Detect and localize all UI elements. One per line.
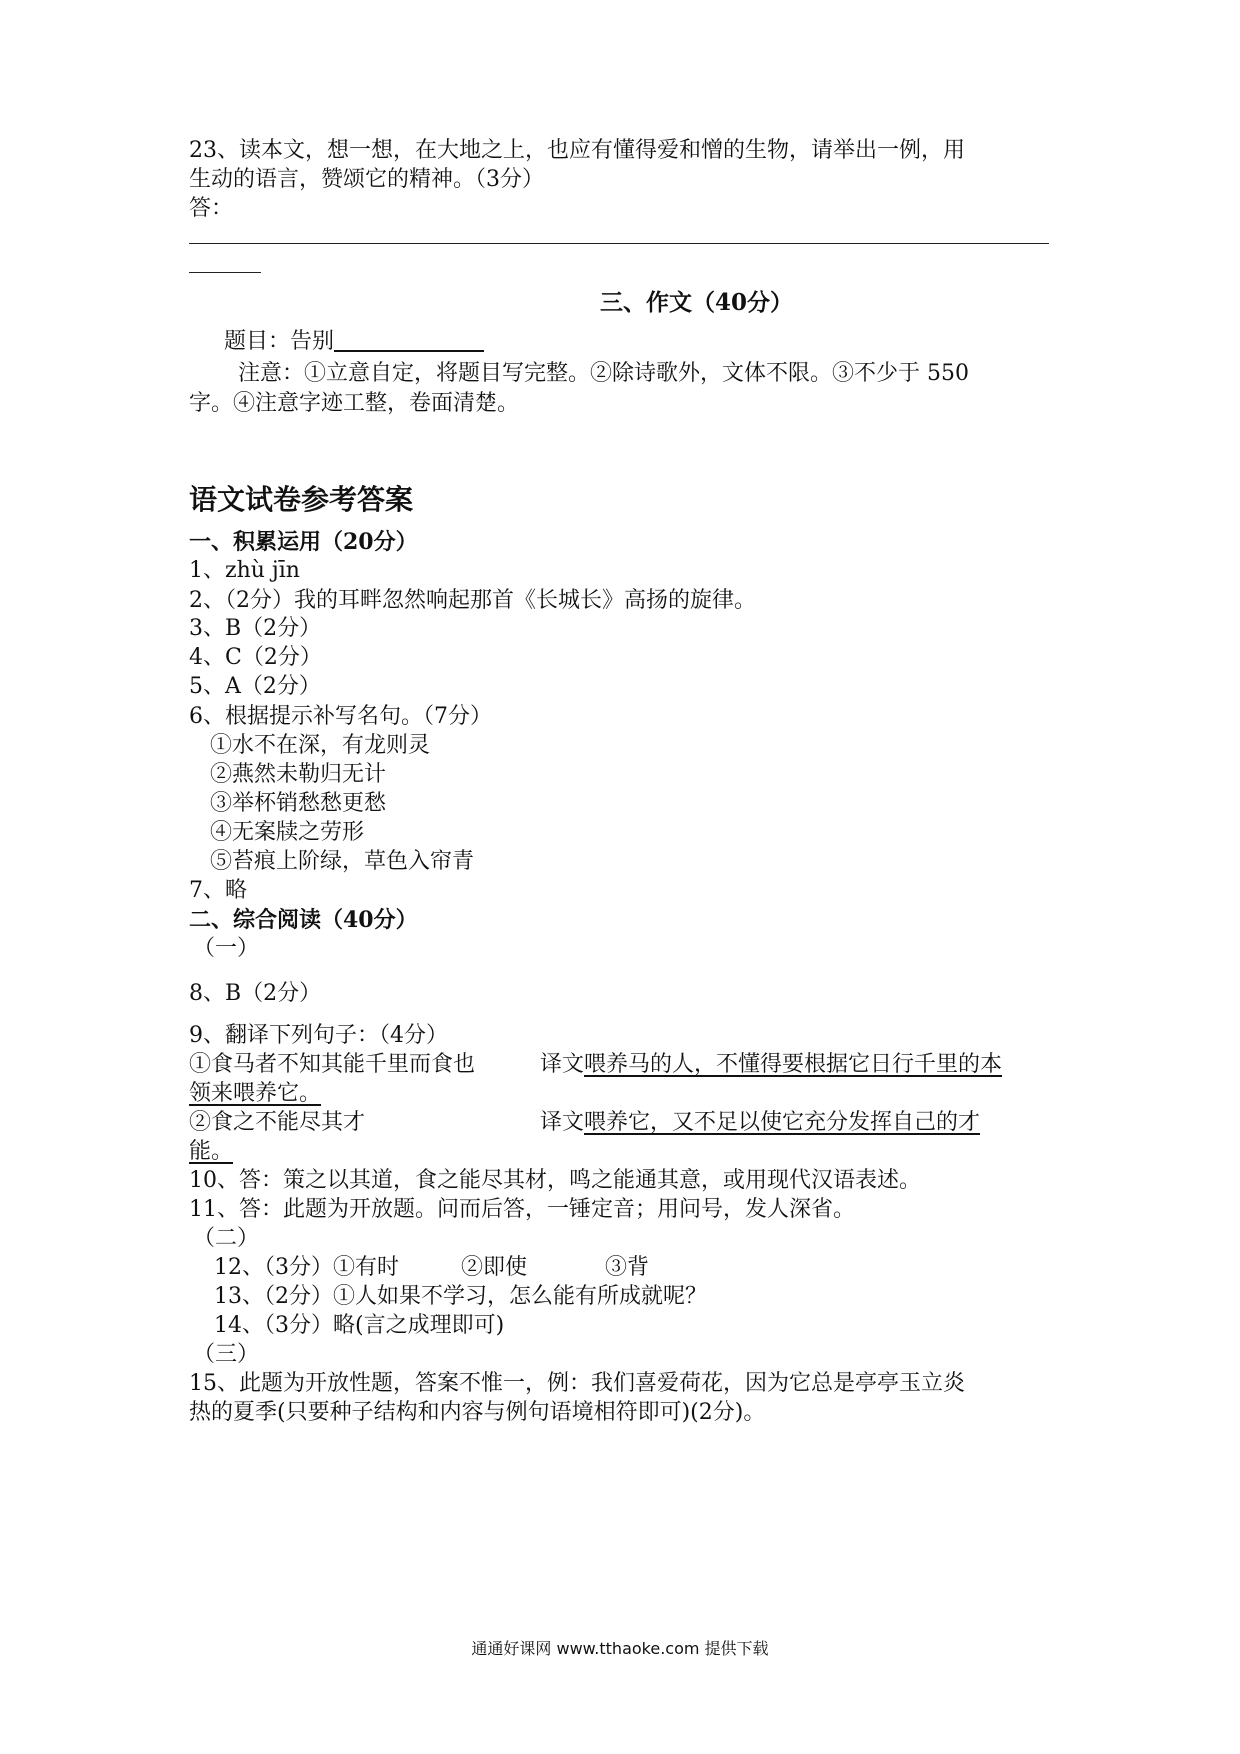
- answer-2: 2、（2分）我的耳畔忽然响起那首《长城长》高扬的旋律。: [189, 588, 756, 613]
- topic-blank: [334, 328, 484, 352]
- answer-line-2: [189, 272, 261, 273]
- page-footer: 通通好课网 www.tthaoke.com 提供下载: [471, 1639, 769, 1658]
- answer-12-item: ②即使: [461, 1255, 528, 1280]
- answer-6-item: ③举杯销愁愁更愁: [210, 791, 387, 816]
- translation-label: 译文: [540, 1110, 585, 1135]
- q23-line1: 23、读本文，想一想，在大地之上，也应有懂得爱和憎的生物，请举出一例，用: [189, 138, 965, 163]
- answer-5: 5、A（2分）: [189, 674, 321, 699]
- answer-6-item: ④无案牍之劳形: [210, 820, 365, 845]
- part-1-label: （一）: [193, 936, 260, 961]
- answer-3: 3、B（2分）: [189, 616, 322, 641]
- section1-heading: 一、积累运用（20分）: [189, 529, 418, 555]
- composition-topic: [224, 327, 484, 357]
- answer-11: 11、答：此题为开放题。问而后答，一锤定音；用问号，发人深省。: [189, 1197, 855, 1222]
- answer-15-line1: 15、此题为开放性题，答案不惟一，例：我们喜爱荷花，因为它总是亭亭玉立炎: [189, 1371, 965, 1396]
- answer-12-item: ③背: [605, 1255, 650, 1280]
- section2-heading: 二、综合阅读（40分）: [189, 907, 418, 933]
- answer-9-translation-2: [540, 1108, 980, 1138]
- answer-1: 1、zhù jīn: [189, 558, 300, 583]
- answer-line-1: [189, 243, 1049, 244]
- answer-9-translation-1: [540, 1050, 1002, 1080]
- answer-9-translation-1-cont: 领来喂养它。: [189, 1081, 322, 1106]
- translation-text: 喂养马的人，不懂得要根据它日行千里的本: [584, 1052, 1003, 1077]
- topic-label: 题目：告别: [224, 329, 335, 354]
- answer-6-item: ②燕然未勒归无计: [210, 762, 387, 787]
- composition-note-line2: 字。④注意字迹工整，卷面清楚。: [189, 391, 520, 416]
- answer-9: 9、翻译下列句子：（4分）: [189, 1023, 448, 1048]
- part-3-label: （三）: [193, 1342, 260, 1367]
- part-2-label: （二）: [193, 1226, 260, 1251]
- answer-9-sentence-2: ②食之不能尽其才: [189, 1110, 366, 1135]
- answer-9-sentence-1: ①食马者不知其能千里而食也: [189, 1052, 476, 1077]
- answer-6: 6、根据提示补写名句。（7分）: [189, 704, 492, 729]
- answer-12-head: 12、（3分）①有时: [214, 1255, 399, 1280]
- q23-answer-label: 答：: [189, 196, 234, 221]
- translation-text: 喂养它，又不足以使它充分发挥自己的才: [584, 1110, 981, 1135]
- translation-label: 译文: [540, 1052, 585, 1077]
- answer-7: 7、略: [189, 878, 247, 903]
- answer-12: [214, 1253, 649, 1283]
- answer-14: 14、（3分）略(言之成理即可): [214, 1313, 505, 1338]
- answers-title: 语文试卷参考答案: [189, 483, 414, 516]
- composition-heading: 三、作文（40分）: [600, 289, 794, 316]
- answer-6-item: ⑤苔痕上阶绿，草色入帘青: [210, 849, 475, 874]
- answer-4: 4、C（2分）: [189, 645, 322, 670]
- answer-6-item: ①水不在深，有龙则灵: [210, 733, 431, 758]
- answer-15-line2: 热的夏季(只要种子结构和内容与例句语境相符即可)(2分)。: [189, 1400, 766, 1425]
- answer-10: 10、答：策之以其道，食之能尽其材，鸣之能通其意，或用现代汉语表述。: [189, 1168, 921, 1193]
- answer-8: 8、B（2分）: [189, 981, 322, 1006]
- answer-13: 13、（2分）①人如果不学习，怎么能有所成就呢？: [214, 1284, 707, 1309]
- composition-note-line1: 注意：①立意自定，将题目写完整。②除诗歌外，文体不限。③不少于 550: [238, 361, 969, 386]
- answer-9-translation-2-cont: 能。: [189, 1139, 234, 1164]
- q23-line2: 生动的语言，赞颂它的精神。（3分）: [189, 167, 544, 192]
